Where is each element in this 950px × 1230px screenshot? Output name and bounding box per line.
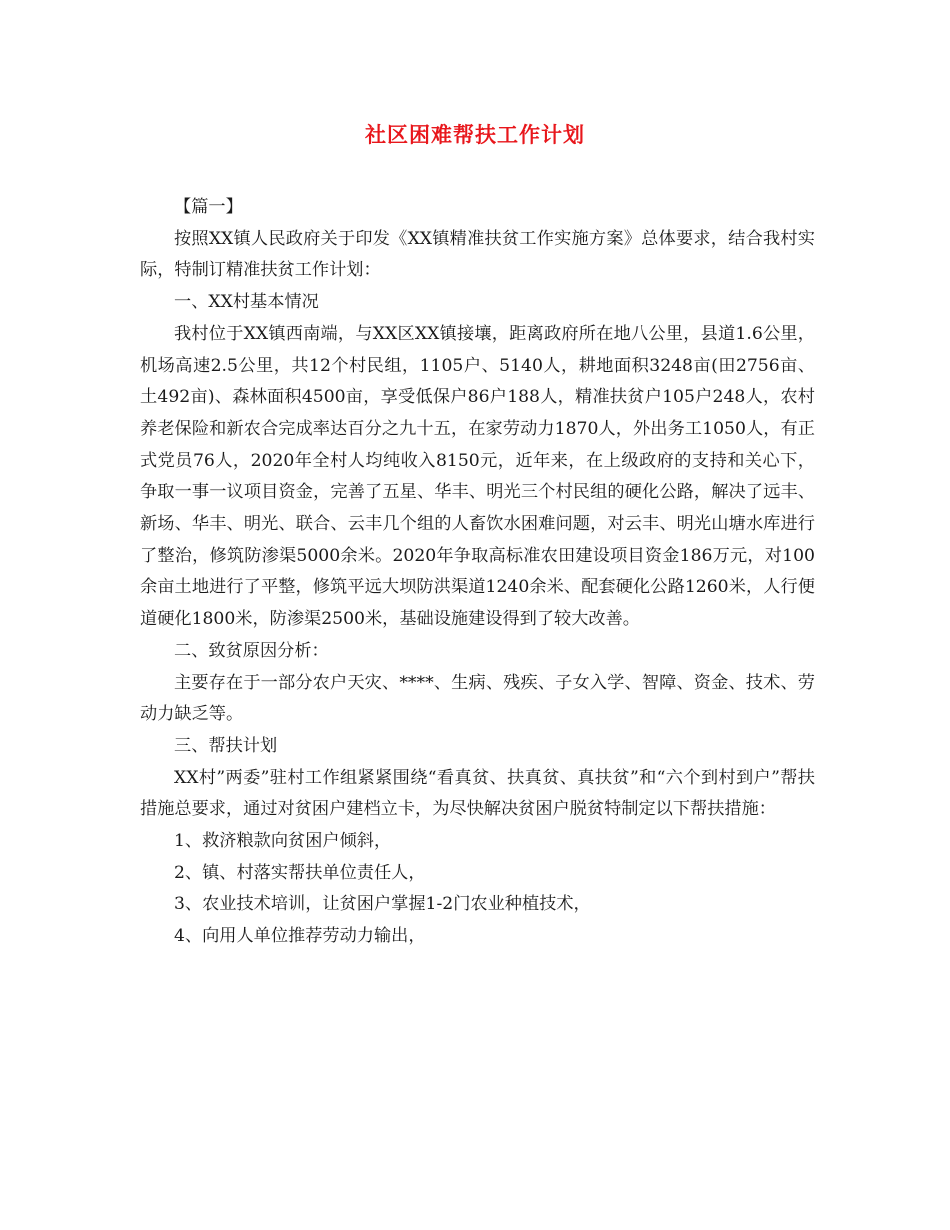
section-label: 【篇一】: [174, 197, 243, 217]
measure-item-2: 2、镇、村落实帮扶单位责任人，: [174, 862, 426, 883]
document-title: 社区困难帮扶工作计划: [365, 122, 585, 147]
document-body: [140, 192, 815, 953]
measure-item-1: 1、救济粮款向贫困户倾斜，: [174, 831, 392, 852]
measure-item-3: 3、农业技术培训，让贫困户掌握1-2门农业种植技术，: [174, 894, 591, 915]
assistance-plan-paragraph: XX村”两委”驻村工作组紧紧围绕“看真贫、扶真贫、真扶贫”和“六个到村到户”帮扶措施总要求，通过对贫困户建档立卡，为尽快解决贫困户脱贫特制定以下帮扶措施：: [140, 767, 815, 820]
poverty-causes-paragraph: 主要存在于一部分农户天灾、****、生病、残疾、子女入学、智障、资金、技术、劳动力缺乏等。: [140, 672, 815, 725]
measure-item-4: 4、向用人单位推荐劳动力输出，: [174, 926, 426, 947]
section-heading-3: 三、帮扶计划: [174, 735, 278, 756]
section-heading-2: 二、致贫原因分析：: [174, 640, 329, 661]
section-heading-1: 一、XX村基本情况: [174, 292, 319, 313]
intro-paragraph: 按照XX镇人民政府关于印发《XX镇精准扶贫工作实施方案》总体要求，结合我村实际，特制订精准扶贫工作计划：: [140, 228, 815, 281]
village-situation-paragraph: 我村位于XX镇西南端，与XX区XX镇接壤，距离政府所在地八公里，县道1.6公里，机场高速2.5公里，共12个村民组，1105户、5140人，耕地面积3248亩(田2756亩、土492亩)、森林面积4500亩，享受低保户86户188人，精准扶贫户105户248人，农村养老保险和新农合完成率达百分之九十五，在家劳动力1870人，外出务工1050人，有正式党员76人，2020年全村人均纯收入8150元，近年来，在上级政府的支持和关心下，争取一事一议项目资金，完善了五星、华丰、明光三个村民组的硬化公路，解决了远丰、新场、华丰、明光、联合、云丰几个组的人畜饮水困难问题，对云丰、明光山塘水库进行了整治，修筑防渗渠5000余米。2020年争取高标准农田建设项目资金186万元，对100余亩土地进行了平整，修筑平远大坝防洪渠道1240余米、配套硬化公路1260米，人行便道硬化1800米，防渗渠2500米，基础设施建设得到了较大改善。: [140, 323, 815, 630]
